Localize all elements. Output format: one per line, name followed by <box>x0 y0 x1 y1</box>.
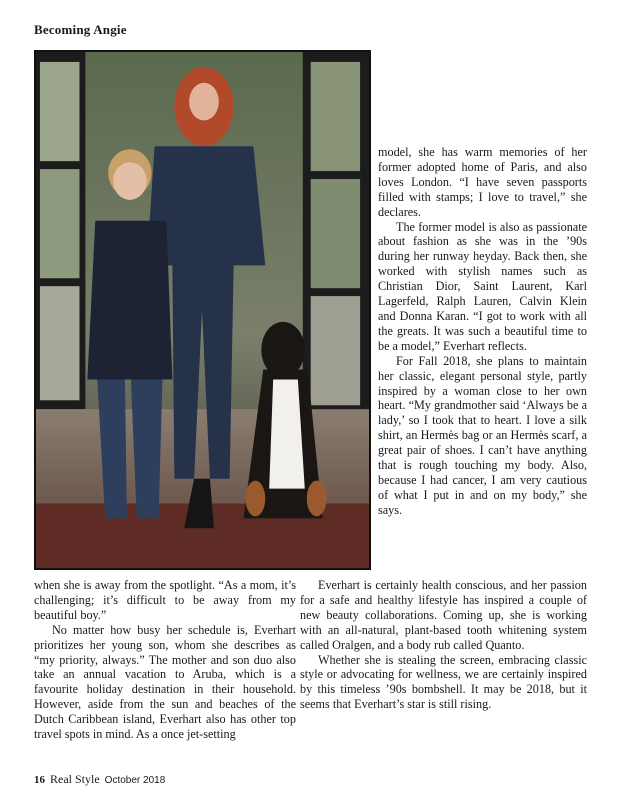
article-column-right-bottom <box>300 578 587 712</box>
feature-photo <box>34 50 371 570</box>
paragraph: The former model is also as passionate about fashion as she was in the ’90s during her runway heyday. Back then, she worked with stylish names such as Christian Dior, Saint Laurent, Karl Lagerfeld, Ralph Lauren, Calvin Klein and Donna Karan. “I got to work with all the greats. It was such a beautiful time to be a model,” Everhart reflects. <box>378 219 587 353</box>
issue-date: October 2018 <box>104 775 166 786</box>
article-column-left <box>34 578 296 742</box>
dog-head <box>261 322 304 378</box>
boy-face <box>113 162 147 200</box>
photo-illustration <box>36 52 369 568</box>
paragraph: Everhart is certainly health conscious, and her passion for a safe and healthy lifestyle has inspired a couple of new beauty collaborations. Coming up, she is working with an all-natural, plant-based tooth whitening system called Oralgen, and a body rub called Quanto. <box>300 578 587 652</box>
magazine-name: Real Style <box>50 772 100 786</box>
article-column-right <box>378 145 587 518</box>
paragraph: model, she has warm memories of her former adopted home of Paris, and also loves London. “I have seven passports filled with stamps; I love to travel,” she declares. <box>378 145 587 219</box>
woman-face <box>189 83 219 121</box>
boy-jacket <box>87 221 172 380</box>
paragraph: when she is away from the spotlight. “As a mom, it’s challenging; it’s difficult to be away from my beautiful boy.” <box>34 578 296 622</box>
section-title: Becoming Angie <box>34 22 127 37</box>
page-footer <box>34 772 165 787</box>
page-number: 16 <box>34 774 45 786</box>
paragraph: No matter how busy her schedule is, Everhart prioritizes her young son, whom she describes as “my priority, always.” The mother and son duo also take an annual vacation to Aruba, which is a favourite holiday destination in their household. However, aside from the sun and beaches of the Dutch Caribbean island, Everhart also has other top travel spots in mind. As a once jet-setting <box>34 622 296 742</box>
paragraph: For Fall 2018, she plans to maintain her classic, elegant personal style, partly inspired by a woman close to her own heart. “My grandmother said ‘Always be a lady,’ so I took that to heart. I love a silk shirt, an Hermès bag or an Hermès scarf, a great pair of shoes. I can’t have anything that is rough touching my body. Also, because I had cancer, I am very cautious of what I put in and on my body,” she says. <box>378 353 587 517</box>
paragraph: Whether she is stealing the screen, embracing classic style or advocating for wellness, we are certainly inspired by this timeless ’90s bombshell. It may be 2018, but it seems that Everhart’s star is still rising. <box>300 652 587 712</box>
